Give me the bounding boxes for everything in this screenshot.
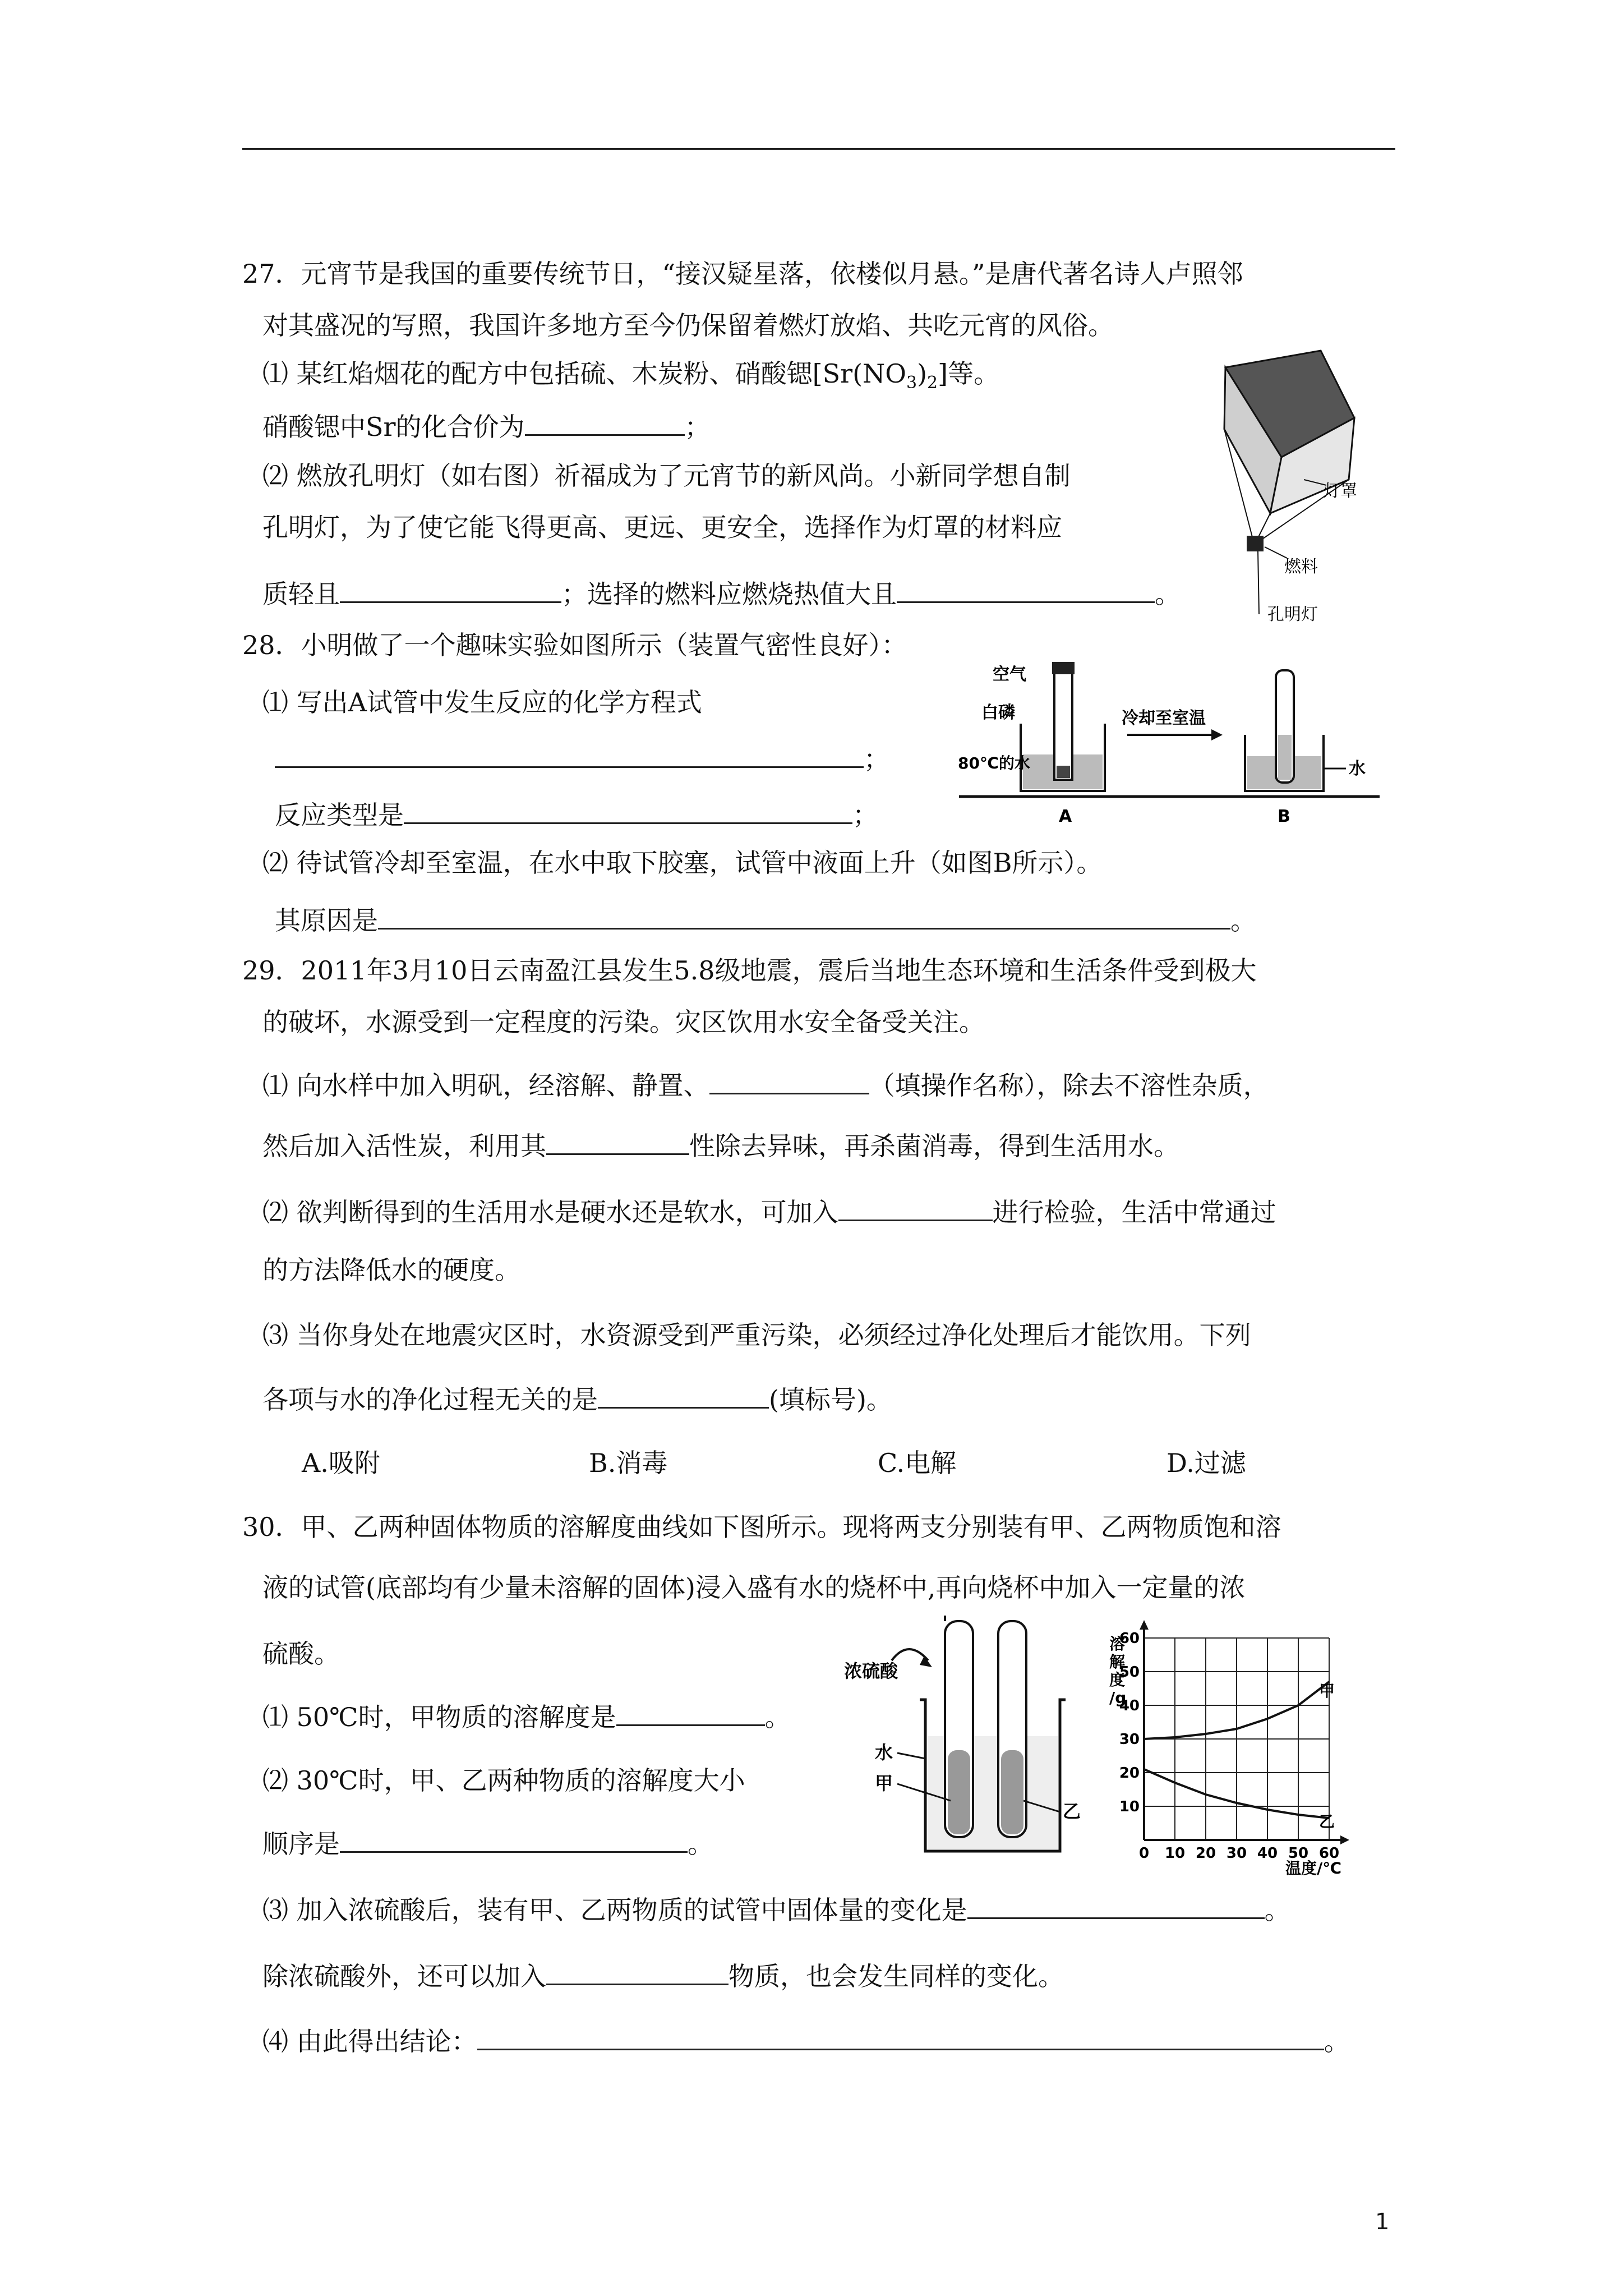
solution-yi xyxy=(1001,1750,1023,1834)
x-tick-label: 30 xyxy=(1226,1845,1247,1862)
q30-part2-line-2: 顺序是 。 xyxy=(262,1824,713,1861)
q29-part2-line-1: ⑵ 欲判断得到的生活用水是硬水还是软水，可加入 进行检验，生活中常通过 xyxy=(262,1193,1276,1229)
label-jia: 甲 xyxy=(875,1773,893,1794)
q27-part2-line-2: 孔明灯，为了使它能飞得更高、更远、更安全，选择作为灯罩的材料应 xyxy=(262,512,1062,542)
answer-blank[interactable] xyxy=(967,1890,1265,1919)
y-tick-label: 40 xyxy=(1119,1697,1140,1714)
label-water: 水 xyxy=(875,1742,893,1763)
q29-part1-line-2: 然后加入活性炭，利用其 性除去异味，再杀菌消毒，得到生活用水。 xyxy=(262,1126,1179,1163)
x-tick-label: 20 xyxy=(1195,1845,1216,1862)
answer-blank[interactable] xyxy=(709,1066,869,1094)
x-axis-label: 温度/℃ xyxy=(1285,1859,1342,1878)
label-a: A xyxy=(1059,807,1072,826)
q29-part1-line-1: ⑴ 向水样中加入明矾，经溶解、静置、 （填操作名称），除去不溶性杂质， xyxy=(262,1066,1269,1102)
option-b[interactable]: B.消毒 xyxy=(589,1448,668,1478)
answer-blank[interactable] xyxy=(340,574,561,603)
sky-lantern-figure xyxy=(1214,345,1388,637)
q30-line-2: 液的试管(底部均有少量未溶解的固体)浸入盛有水的烧杯中,再向烧杯中加入一定量的浓 xyxy=(262,1572,1246,1603)
q30-line-3: 硫酸。 xyxy=(262,1639,340,1669)
experiment-figure xyxy=(953,656,1391,836)
series-label-jia: 甲 xyxy=(1319,1682,1335,1700)
header-rule xyxy=(242,148,1395,150)
q29-part3-line-1: ⑶ 当你身处在地震灾区时，水资源受到严重污染，必须经过净化处理后才能饮用。下列 xyxy=(262,1320,1251,1350)
series-label-yi: 乙 xyxy=(1319,1812,1335,1831)
test-tube-a xyxy=(1054,668,1072,780)
answer-blank[interactable] xyxy=(477,2022,1324,2050)
q29-line-1: 29．2011年3月10日云南盈江县发生5.8级地震，震后当地生态环境和生活条件受到极大 xyxy=(242,955,1257,986)
q27-part1: ⑴ 某红焰烟花的配方中包括硫、木炭粉、硝酸锶$[Sr(NO_3)_2]$等。 xyxy=(262,358,1000,393)
label-cool: 冷却至室温 xyxy=(1122,708,1206,728)
q29-line-2: 的破坏，水源受到一定程度的污染。灾区饮用水安全备受关注。 xyxy=(262,1007,985,1037)
answer-blank[interactable] xyxy=(404,795,852,824)
x-tick-label: 0 xyxy=(1138,1845,1150,1862)
solubility-chart xyxy=(1099,1616,1380,1879)
answer-blank[interactable] xyxy=(598,1380,769,1409)
q27-part2-line-1: ⑵ 燃放孔明灯（如右图）祈福成为了元宵节的新风尚。小新同学想自制 xyxy=(262,461,1071,491)
label-conc-acid: 浓硫酸 xyxy=(844,1660,898,1682)
answer-blank[interactable] xyxy=(340,1824,688,1853)
label-water: 水 xyxy=(1349,759,1366,779)
label-sky-lantern: 孔明灯 xyxy=(1267,605,1318,624)
q27-part2-line-3: 质轻且 ；选择的燃料应燃烧热值大且 。 xyxy=(262,574,1181,611)
label-hot-water: 80℃的水 xyxy=(958,754,1030,772)
stopper-a xyxy=(1052,662,1075,674)
q28-line-1: 28．小明做了一个趣味实验如图所示（装置气密性良好）： xyxy=(242,630,907,660)
y-axis-label-char-3: 度 xyxy=(1109,1671,1126,1689)
x-tick-label: 40 xyxy=(1257,1845,1278,1862)
label-lampshade: 灯罩 xyxy=(1324,481,1357,501)
answer-blank[interactable] xyxy=(275,739,864,768)
y-axis-label-char-2: 解 xyxy=(1109,1653,1126,1671)
fuel-holder xyxy=(1247,536,1264,551)
white-phosphorus xyxy=(1057,766,1070,778)
label-b: B xyxy=(1278,807,1290,826)
option-c[interactable]: C.电解 xyxy=(878,1448,957,1478)
q28-part1: ⑴ 写出A试管中发生反应的化学方程式 xyxy=(262,687,702,717)
q27-part1-question: 硝酸锶中Sr的化合价为 ； xyxy=(262,407,711,444)
label-air: 空气 xyxy=(993,665,1026,684)
answer-blank[interactable] xyxy=(378,901,1230,930)
label-phosphorus: 白磷 xyxy=(981,703,1015,723)
answer-blank[interactable] xyxy=(897,574,1155,603)
x-tick-label: 60 xyxy=(1318,1845,1340,1862)
x-tick-label: 10 xyxy=(1164,1845,1186,1862)
q30-part3-line-2: 除浓硫酸外，还可以加入 物质，也会发生同样的变化。 xyxy=(262,1957,1064,1993)
label-yi: 乙 xyxy=(1063,1801,1081,1822)
y-tick-label: 30 xyxy=(1119,1731,1140,1748)
q29-part2-line-2: 的方法降低水的硬度。 xyxy=(262,1255,520,1285)
q28-part2: ⑵ 待试管冷却至室温，在水中取下胶塞，试管中液面上升（如图B所示）。 xyxy=(262,848,1103,878)
x-axis-arrow xyxy=(1340,1835,1349,1844)
answer-blank[interactable] xyxy=(616,1697,765,1726)
solution-jia xyxy=(948,1750,970,1834)
q30-part2-line-1: ⑵ 30℃时，甲、乙两种物质的溶解度大小 xyxy=(262,1765,745,1796)
x-tick-label: 50 xyxy=(1288,1845,1309,1862)
y-tick-label: 50 xyxy=(1119,1664,1140,1681)
option-d[interactable]: D.过滤 xyxy=(1166,1448,1246,1478)
y-tick-label: 20 xyxy=(1119,1765,1140,1782)
q30-line-1: 30．甲、乙两种固体物质的溶解度曲线如下图所示。现将两支分别装有甲、乙两物质饱和溶 xyxy=(242,1512,1281,1542)
answer-blank[interactable] xyxy=(546,1126,689,1155)
q30-part3-line-1: ⑶ 加入浓硫酸后，装有甲、乙两物质的试管中固体量的变化是 。 xyxy=(262,1890,1290,1927)
y-axis-label-char-4: /g xyxy=(1109,1688,1127,1707)
answer-blank[interactable] xyxy=(838,1193,993,1221)
page-number: 1 xyxy=(1375,2209,1390,2235)
q28-reason: 其原因是 。 xyxy=(275,901,1256,937)
q27-line-1: 27．元宵节是我国的重要传统节日，“接汉疑星落，依楼似月悬。”是唐代著名诗人卢照邻 xyxy=(242,259,1243,289)
q27-line-2: 对其盛况的写照，我国许多地方至今仍保留着燃灯放焰、共吃元宵的风俗。 xyxy=(262,310,1114,341)
y-tick-label: 10 xyxy=(1119,1798,1140,1815)
q30-part4: ⑷ 由此得出结论： 。 xyxy=(262,2022,1350,2058)
y-axis-label-char-1: 溶 xyxy=(1109,1635,1126,1653)
label-fuel: 燃料 xyxy=(1284,557,1318,577)
answer-blank[interactable] xyxy=(546,1957,728,1985)
q28-equation-line: ； xyxy=(275,739,889,776)
y-axis-arrow xyxy=(1140,1620,1149,1630)
option-a[interactable]: A.吸附 xyxy=(302,1448,380,1478)
q29-part3-line-2: 各项与水的净化过程无关的是 (填标号)。 xyxy=(262,1380,892,1416)
y-tick-label: 60 xyxy=(1119,1630,1140,1647)
beaker-tubes-figure xyxy=(841,1616,1094,1862)
q30-part1: ⑴ 50℃时，甲物质的溶解度是 。 xyxy=(262,1697,791,1734)
answer-blank[interactable] xyxy=(525,407,685,436)
q28-reaction-type: 反应类型是 ； xyxy=(275,795,878,832)
